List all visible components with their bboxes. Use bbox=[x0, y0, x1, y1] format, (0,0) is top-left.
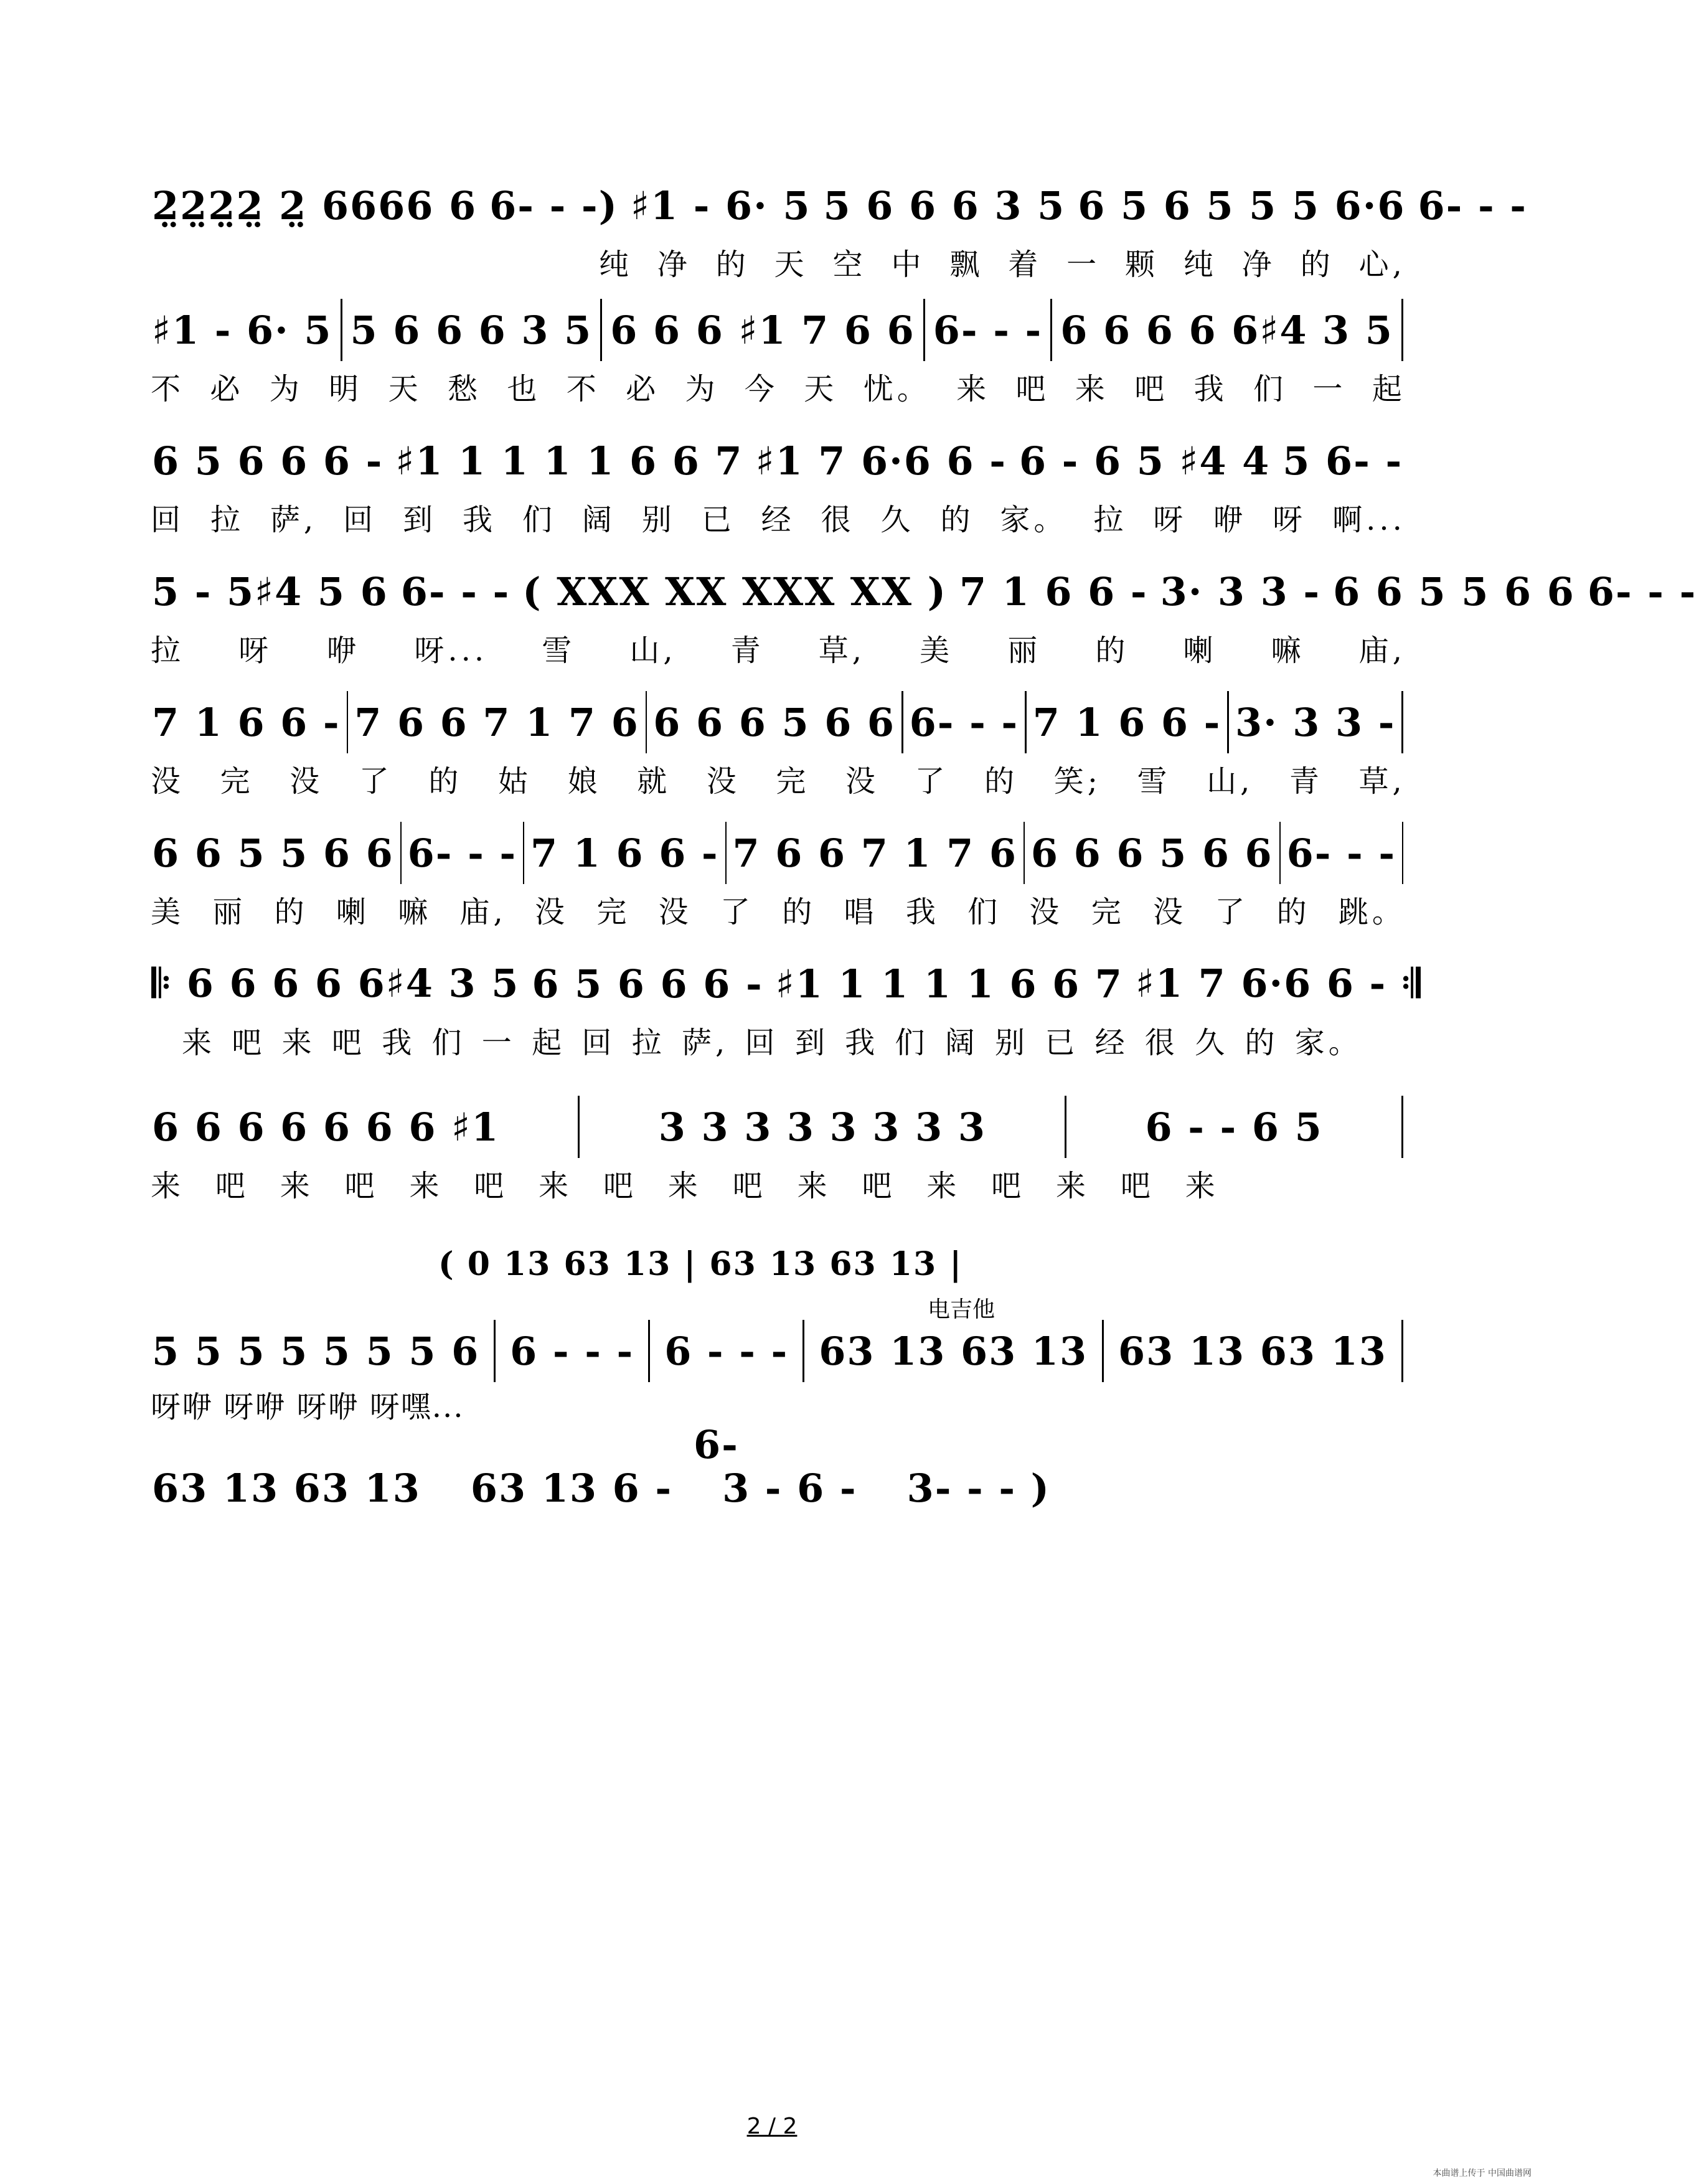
lyric: 就 bbox=[637, 763, 671, 799]
measure: 6 6 6 6 6 6 6 ♯1 bbox=[152, 1104, 500, 1150]
barline bbox=[1227, 691, 1229, 753]
lyric: 心, bbox=[1358, 247, 1406, 282]
lyric: 喇 bbox=[1183, 633, 1217, 668]
measure: 7 6 6 7 1 7 6 bbox=[354, 699, 639, 745]
lyric: 拉 bbox=[210, 502, 244, 537]
barline bbox=[1401, 299, 1403, 361]
lyric: 我 bbox=[462, 502, 496, 537]
measure: 6 6 6 6 6♯4 3 5 bbox=[1060, 307, 1393, 353]
lyric: 完 bbox=[776, 763, 810, 799]
lyric: 喇 bbox=[336, 894, 370, 930]
measure: 7 1 6 6 - bbox=[1032, 699, 1221, 745]
barline bbox=[400, 822, 402, 884]
lyric: 们 bbox=[522, 502, 556, 537]
lyric: 空 bbox=[832, 247, 867, 282]
measure: 6- - - bbox=[909, 699, 1019, 745]
lyric: 来 bbox=[182, 1025, 216, 1060]
lyric: 的 bbox=[428, 763, 463, 799]
barline bbox=[1102, 1320, 1104, 1382]
lyric: 明 bbox=[329, 371, 363, 407]
lyric: 天 bbox=[388, 371, 422, 407]
measure: 63 13 63 13 bbox=[819, 1328, 1088, 1374]
lyric: 的 bbox=[715, 247, 750, 282]
lyric: 净 bbox=[657, 247, 691, 282]
notes-row-8 bbox=[149, 1090, 1407, 1164]
lyric: 雪 bbox=[542, 633, 576, 668]
measure: 6- - - bbox=[407, 830, 517, 876]
measure: ♯1 - 6· 5 bbox=[631, 182, 811, 228]
lyric: 拉 bbox=[151, 633, 185, 668]
system-7 bbox=[0, 946, 1544, 1021]
lyric: 了 bbox=[1215, 894, 1249, 930]
lyric: 吧 bbox=[862, 1168, 896, 1203]
lyric: 拉 bbox=[1093, 502, 1127, 537]
measure: 6 6 6 5 6 6 bbox=[1030, 830, 1273, 876]
measure: 6- - - bbox=[1587, 568, 1697, 614]
measure: ( XXX XX XXX XX ) bbox=[522, 568, 947, 614]
notes-row-6 bbox=[149, 816, 1407, 890]
lyric: 呀... bbox=[414, 633, 488, 668]
lyric: 回 bbox=[343, 502, 377, 537]
lyric: 唱 bbox=[844, 894, 878, 930]
barline bbox=[648, 1320, 650, 1382]
page-number bbox=[0, 2114, 1544, 2139]
system-5 bbox=[0, 685, 1544, 760]
lyric: 吧 bbox=[474, 1168, 508, 1203]
measure: 63 13 6 - bbox=[470, 1465, 673, 1511]
lyrics-row-8 bbox=[149, 1158, 1220, 1208]
lyrics-row-6 bbox=[149, 884, 1407, 934]
lyric: 的 bbox=[940, 502, 974, 537]
measure: 5 5 5 5 5 5 5 6 bbox=[152, 1328, 480, 1374]
lyric: 山, bbox=[629, 633, 677, 668]
barline bbox=[341, 299, 342, 361]
measure: 6 - - - bbox=[664, 1328, 789, 1374]
lyric: 来 bbox=[151, 1168, 185, 1203]
lyric: 吧 bbox=[331, 1025, 365, 1060]
lyrics-row-5 bbox=[149, 753, 1407, 803]
notes-row-7 bbox=[149, 946, 1422, 1021]
measure: 3 - 6 - bbox=[722, 1465, 857, 1511]
system-10 bbox=[0, 1451, 1544, 1525]
measure: 3· 3 3 - bbox=[1235, 699, 1396, 745]
measure: 6 - 6 5 ♯4 4 bbox=[1019, 438, 1271, 484]
measure: ♯1 1 1 1 1 6 6 7 bbox=[775, 961, 1123, 1007]
measure: 3· 3 3 - bbox=[1160, 568, 1321, 614]
lyric: 来 bbox=[281, 1025, 316, 1060]
measure: 6- - - bbox=[400, 568, 511, 614]
barline bbox=[578, 1096, 580, 1158]
measure: 6 6 6 5 6 6 bbox=[653, 699, 896, 745]
lyric: 来 bbox=[926, 1168, 961, 1203]
lyric: 姑 bbox=[497, 763, 532, 799]
lyric: 啊... bbox=[1332, 502, 1406, 537]
lyric: 阔 bbox=[581, 502, 616, 537]
lyric: 到 bbox=[794, 1025, 829, 1060]
lyric: 起 bbox=[1372, 371, 1406, 407]
lyric: 回 bbox=[581, 1025, 616, 1060]
lyric: 久 bbox=[880, 502, 915, 537]
lyric: 已 bbox=[701, 502, 735, 537]
instrument-label: 电吉他 bbox=[928, 1297, 995, 1322]
lyric: 来 bbox=[280, 1168, 314, 1203]
notes-row-10 bbox=[149, 1451, 1050, 1525]
measure: ♯1 1 1 1 1 6 6 7 bbox=[395, 438, 743, 484]
lyric: 草, bbox=[818, 633, 866, 668]
measure: 6- - - bbox=[1286, 830, 1396, 876]
lyric: 呀 bbox=[1153, 502, 1187, 537]
lyric: 呀咿 呀咿 呀咿 呀嘿... bbox=[151, 1389, 464, 1424]
lyric: 拉 bbox=[631, 1025, 666, 1060]
measure: 6 5 6 5 5 5 6·6 bbox=[1078, 182, 1406, 228]
barline bbox=[923, 299, 925, 361]
notes-row-2 bbox=[149, 293, 1407, 367]
lyric: 也 bbox=[507, 371, 541, 407]
measure: 6- - - bbox=[933, 307, 1043, 353]
lyric: 咿 bbox=[326, 633, 360, 668]
barline bbox=[1050, 299, 1052, 361]
system-2 bbox=[0, 293, 1544, 367]
measure: 𝄆 6 6 6 6 6♯4 3 5 bbox=[152, 961, 520, 1006]
lyric: 回 bbox=[151, 502, 185, 537]
page-number-text: 2 / 2 bbox=[746, 2114, 798, 2139]
lyric: 不 bbox=[566, 371, 600, 407]
lyric: 纯 bbox=[1183, 247, 1217, 282]
measure: 7 6 6 7 1 7 6 bbox=[732, 830, 1018, 876]
upper-notes: ( 0 13 63 13 | 63 13 63 13 | bbox=[438, 1245, 963, 1283]
lyrics-row-7 bbox=[181, 1015, 1363, 1065]
barline bbox=[1401, 1320, 1403, 1382]
lyric: 丽 bbox=[1007, 633, 1042, 668]
measure: 3- - - ) bbox=[906, 1465, 1050, 1511]
lyric: 的 bbox=[782, 894, 816, 930]
barline bbox=[494, 1320, 496, 1382]
lyric: 经 bbox=[1094, 1025, 1129, 1060]
lyric: 了 bbox=[915, 763, 949, 799]
lyric: 山, bbox=[1207, 763, 1254, 799]
measure: 7 1 6 6 - bbox=[530, 830, 719, 876]
lyric: 完 bbox=[220, 763, 254, 799]
lyric: 为 bbox=[685, 371, 719, 407]
barline bbox=[725, 822, 727, 884]
lyric: 嘛 bbox=[1271, 633, 1305, 668]
lyric: 来 bbox=[797, 1168, 831, 1203]
lyric: 愁 bbox=[447, 371, 481, 407]
lyric: 别 bbox=[641, 502, 675, 537]
lyric: 经 bbox=[761, 502, 795, 537]
system-4 bbox=[0, 554, 1697, 629]
lyric: 很 bbox=[1144, 1025, 1179, 1060]
lyric: 吧 bbox=[232, 1025, 266, 1060]
lyric: 吧 bbox=[344, 1168, 379, 1203]
measure: 7 1 6 6 - bbox=[152, 699, 341, 745]
lyric: 青 bbox=[730, 633, 765, 668]
measure: 6 5 6 6 6 - bbox=[532, 961, 763, 1007]
measure: 63 13 63 13 bbox=[1118, 1328, 1387, 1374]
barline bbox=[600, 299, 602, 361]
lyric: 来 bbox=[667, 1168, 702, 1203]
measure: 6- - - bbox=[1418, 182, 1527, 228]
lyric: 的 bbox=[1276, 894, 1311, 930]
lyric: 吧 bbox=[215, 1168, 249, 1203]
measure: 6 6 6 ♯1 7 6 6 bbox=[610, 307, 915, 353]
lyric: 们 bbox=[431, 1025, 466, 1060]
lyric: 美 bbox=[151, 894, 185, 930]
lyric: 家。 bbox=[1000, 502, 1068, 537]
barline bbox=[523, 822, 524, 884]
barline bbox=[646, 691, 647, 753]
lyric: 庙, bbox=[1358, 633, 1406, 668]
lyric: 颗 bbox=[1125, 247, 1159, 282]
lyric: 没 bbox=[706, 763, 740, 799]
measure: ♯1 - 6· 5 bbox=[152, 307, 332, 353]
lyric: 的 bbox=[984, 763, 1019, 799]
lyric: 来 bbox=[539, 1168, 573, 1203]
lyric: 雪 bbox=[1137, 763, 1171, 799]
notes-row-5 bbox=[149, 685, 1407, 760]
lyric: 们 bbox=[1253, 371, 1287, 407]
lyric: 呀 bbox=[238, 633, 273, 668]
barline bbox=[1279, 822, 1281, 884]
lyric: 阔 bbox=[944, 1025, 979, 1060]
barline bbox=[1402, 822, 1403, 884]
measure: 63 13 63 13 bbox=[152, 1465, 421, 1511]
lyric: 不 bbox=[151, 371, 185, 407]
barline bbox=[1024, 822, 1025, 884]
lyric: 久 bbox=[1195, 1025, 1229, 1060]
lyric: 没 bbox=[1029, 894, 1063, 930]
measure: 5 - 5♯4 5 6 bbox=[152, 568, 388, 614]
lyric: 天 bbox=[774, 247, 808, 282]
lyric: 完 bbox=[596, 894, 631, 930]
instrumental-intro-line bbox=[436, 1233, 963, 1295]
lyric: 呀 bbox=[1273, 502, 1307, 537]
lyric: 吧 bbox=[991, 1168, 1025, 1203]
measure: 3 3 3 3 3 3 3 3 bbox=[658, 1104, 986, 1150]
lyric: 天 bbox=[804, 371, 838, 407]
lyric: 咿 bbox=[1213, 502, 1247, 537]
lyric: 必 bbox=[626, 371, 660, 407]
measure: 6 - - - bbox=[510, 1328, 634, 1374]
barline bbox=[347, 691, 349, 753]
lyric: 完 bbox=[1091, 894, 1125, 930]
lyrics-row-9 bbox=[149, 1379, 647, 1429]
system-8 bbox=[0, 1090, 1544, 1164]
lyric: 美 bbox=[920, 633, 954, 668]
lyric: 娘 bbox=[567, 763, 601, 799]
notes-row-9 bbox=[149, 1314, 1407, 1388]
lyric: 没 bbox=[151, 763, 185, 799]
measure: 5 6- - bbox=[1282, 438, 1403, 484]
barline bbox=[1401, 691, 1403, 753]
system-6 bbox=[0, 816, 1544, 890]
lyric: 的 bbox=[1245, 1025, 1279, 1060]
lyric: 忧。 bbox=[863, 371, 931, 407]
lyric: 我 bbox=[1193, 371, 1228, 407]
lyrics-row-2 bbox=[149, 361, 1407, 411]
barline bbox=[802, 1320, 804, 1382]
lyric: 回 bbox=[745, 1025, 779, 1060]
lyric: 的 bbox=[1300, 247, 1334, 282]
lyric: 着 bbox=[1008, 247, 1042, 282]
lyric: 很 bbox=[821, 502, 855, 537]
lyric: 飘 bbox=[949, 247, 984, 282]
lyric: 一 bbox=[481, 1025, 515, 1060]
measure: 2̤2̤2̤2̤ 2̤ 6666 6 bbox=[152, 182, 478, 228]
barline bbox=[1025, 691, 1027, 753]
lyric: 没 bbox=[535, 894, 569, 930]
lyrics-row-4 bbox=[149, 623, 1407, 672]
lyric: 已 bbox=[1045, 1025, 1079, 1060]
lyric: 来 bbox=[956, 371, 991, 407]
system-3 bbox=[0, 423, 1544, 498]
measure: 6 6 5 5 6 6 bbox=[152, 830, 394, 876]
lyric: 一 bbox=[1066, 247, 1101, 282]
lyric: 来 bbox=[409, 1168, 443, 1203]
lyric: 的 bbox=[274, 894, 308, 930]
lyric: 们 bbox=[895, 1025, 929, 1060]
lyric: 吧 bbox=[603, 1168, 638, 1203]
lyric: 青 bbox=[1289, 763, 1323, 799]
lyric: 没 bbox=[845, 763, 879, 799]
lyric: 到 bbox=[403, 502, 437, 537]
barline bbox=[1401, 1096, 1403, 1158]
lyric: 萨, bbox=[681, 1025, 729, 1060]
measure: ♯1 7 6·6 6 - 𝄇 bbox=[1135, 961, 1422, 1006]
notes-row-3 bbox=[149, 423, 1407, 498]
system-9 bbox=[0, 1314, 1544, 1388]
lyric: 们 bbox=[967, 894, 1002, 930]
lyric: 没 bbox=[1153, 894, 1187, 930]
lyric: 庙, bbox=[459, 894, 507, 930]
lyric: 没 bbox=[289, 763, 324, 799]
barline bbox=[901, 691, 903, 753]
lyric: 我 bbox=[382, 1025, 416, 1060]
lyric: 跳。 bbox=[1338, 894, 1406, 930]
lyric: 没 bbox=[658, 894, 692, 930]
lyric: 丽 bbox=[212, 894, 247, 930]
lyric: 了 bbox=[720, 894, 754, 930]
lyric: 吧 bbox=[1134, 371, 1169, 407]
lyric: 家。 bbox=[1294, 1025, 1362, 1060]
lyric: 吧 bbox=[1015, 371, 1050, 407]
system-1 bbox=[0, 168, 1544, 243]
lyric: 草, bbox=[1358, 763, 1406, 799]
notes-row-1 bbox=[149, 168, 1527, 243]
lyric: 今 bbox=[744, 371, 778, 407]
upload-credit: 本曲谱上传于 中国曲谱网 bbox=[1433, 2168, 1532, 2178]
lyric: 净 bbox=[1241, 247, 1276, 282]
lyrics-row-1 bbox=[598, 237, 1407, 286]
lyric: 为 bbox=[269, 371, 303, 407]
lyric: 来 bbox=[1056, 1168, 1090, 1203]
lyric: 萨, bbox=[270, 502, 318, 537]
lyric: 纯 bbox=[599, 247, 633, 282]
lyric: 别 bbox=[995, 1025, 1029, 1060]
lyric: 了 bbox=[359, 763, 393, 799]
lyric: 嘛 bbox=[398, 894, 432, 930]
lyric: 我 bbox=[845, 1025, 879, 1060]
measure: 6- - -) bbox=[489, 182, 618, 228]
lyric: 笑; bbox=[1053, 763, 1101, 799]
lyric: 来 bbox=[1075, 371, 1109, 407]
measure: 6 5 6 6 6 - bbox=[152, 438, 384, 484]
lyric: 一 bbox=[1312, 371, 1347, 407]
lyric: 起 bbox=[532, 1025, 566, 1060]
measure: 5 6 6 6 3 5 bbox=[823, 182, 1066, 228]
lyric: 的 bbox=[1095, 633, 1129, 668]
lyric: 我 bbox=[905, 894, 939, 930]
lyric: 吧 bbox=[732, 1168, 766, 1203]
lyric: 中 bbox=[891, 247, 925, 282]
measure: 6 6 5 5 6 6 bbox=[1333, 568, 1575, 614]
lyric: 必 bbox=[210, 371, 244, 407]
measure: ♯1 7 6·6 6 - bbox=[755, 438, 1007, 484]
measure: 7 1 6 6 - bbox=[959, 568, 1148, 614]
measure: 6 - - 6 5 bbox=[1145, 1104, 1323, 1150]
measure: 5 6 6 6 3 5 bbox=[350, 307, 593, 353]
notes-row-4 bbox=[149, 554, 1697, 629]
barline bbox=[1065, 1096, 1066, 1158]
lyrics-row-3 bbox=[149, 492, 1407, 542]
lyric: 吧 bbox=[1120, 1168, 1154, 1203]
lyric: 来 bbox=[1185, 1168, 1219, 1203]
upper-notes: 6- bbox=[694, 1421, 739, 1467]
